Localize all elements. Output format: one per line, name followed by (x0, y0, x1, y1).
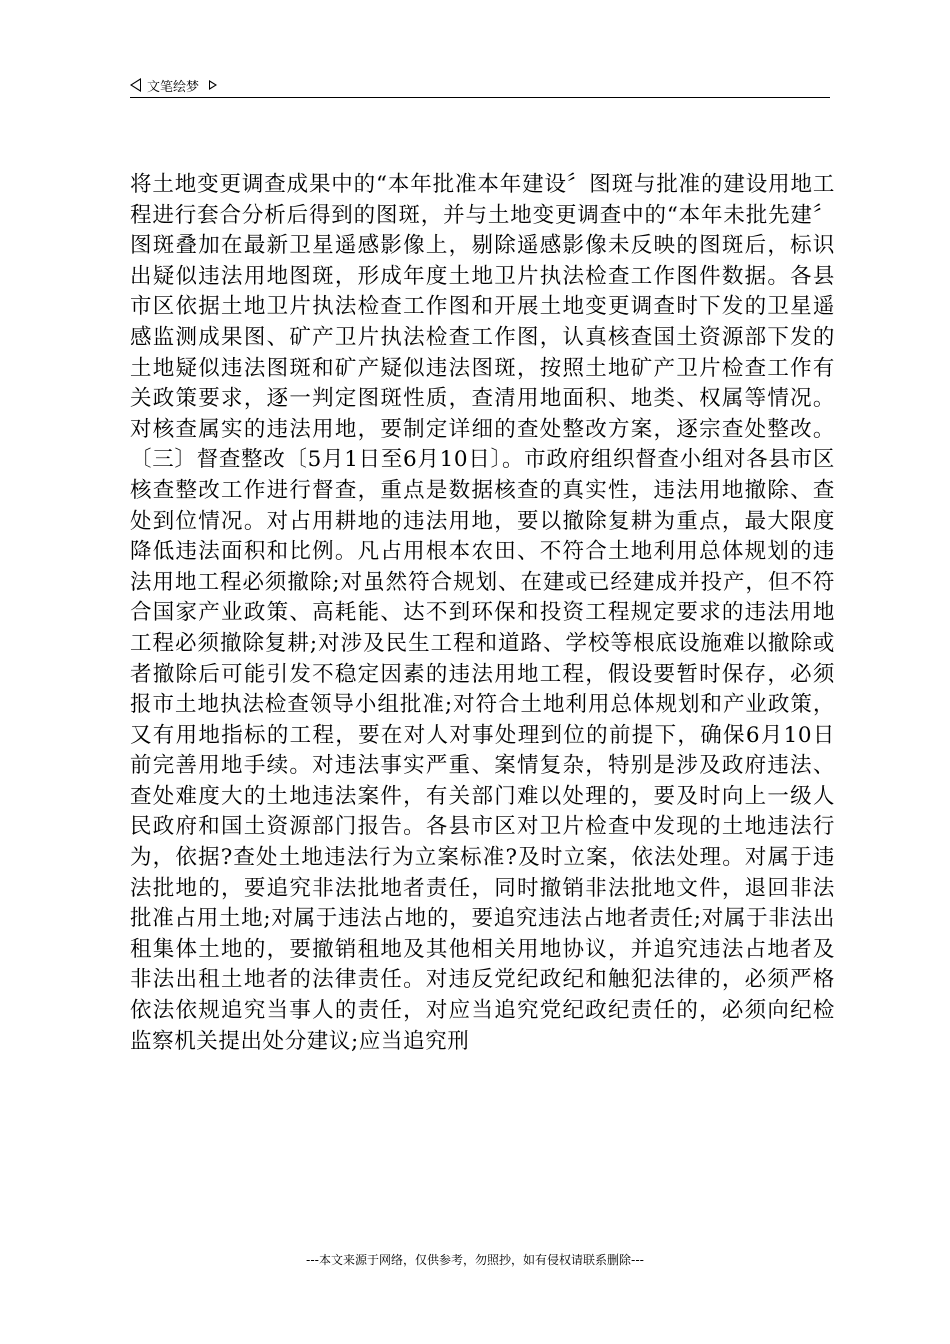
page-header (130, 74, 830, 96)
body-paragraph: 将土地变更调查成果中的“本年批准本年建设〞图斑与批准的建设用地工程进行套合分析后得到的图斑，并与土地变更调查中的“本年未批先建〞图斑叠加在最新卫星遥感影像上，剔除遥感影像未反映的图斑后，标识出疑似违法用地图斑，形成年度土地卫片执法检查工作图件数据。各县市区依据土地卫片执法检查工作图和开展土地变更调查时下发的卫星遥感监测成果图、矿产卫片执法检查工作图，认真核查国土资源部下发的土地疑似违法图斑和矿产疑似违法图斑，按照土地矿产卫片检查工作有关政策要求，逐一判定图斑性质，查清用地面积、地类、权属等情况。对核查属实的违法用地，要制定详细的查处整改方案，逐宗查处整改。〔三〕督查整改〔5月1日至6月10日〕。市政府组织督查小组对各县市区核查整改工作进行督查，重点是数据核查的真实性，违法用地撤除、查处到位情况。对占用耕地的违法用地，要以撤除复耕为重点，最大限度降低违法面积和比例。凡占用根本农田、不符合土地利用总体规划的违法用地工程必须撤除;对虽然符合规划、在建或已经建成并投产，但不符合国家产业政策、高耗能、达不到环保和投资工程规定要求的违法用地工程必须撤除复耕;对涉及民生工程和道路、学校等根底设施难以撤除或者撤除后可能引发不稳定因素的违法用地工程，假设要暂时保存，必须报市土地执法检查领导小组批准;对符合土地利用总体规划和产业政策，又有用地指标的工程，要在对人对事处理到位的前提下，确保6月10日前完善用地手续。对违法事实严重、案情复杂，特别是涉及政府违法、查处难度大的土地违法案件，有关部门难以处理的，要及时向上一级人民政府和国土资源部门报告。各县市区对卫片检查中发现的土地违法行为，依据?查处土地违法行为立案标准?及时立案，依法处理。对属于违法批地的，要追究非法批地者责任，同时撤销非法批地文件，退回非法批准占用土地;对属于违法占地的，要追究违法占地者责任;对属于非法出租集体土地的，要撤销租地及其他相关用地协议，并追究违法占地者及非法出租土地者的法律责任。对违反党纪政纪和触犯法律的，必须严格依法依规追究当事人的责任，对应当追究党纪政纪责任的，必须向纪检监察机关提出处分建议;应当追究刑 (130, 172, 835, 1054)
triangle-left-outline-icon (130, 78, 141, 92)
header-title: 文笔绘梦 (147, 79, 200, 95)
triangle-right-outline-icon (209, 80, 217, 90)
page-footer: ---本文来源于网络，仅供参考，勿照抄，如有侵权请联系删除--- (306, 1253, 644, 1267)
header-divider (130, 97, 830, 98)
